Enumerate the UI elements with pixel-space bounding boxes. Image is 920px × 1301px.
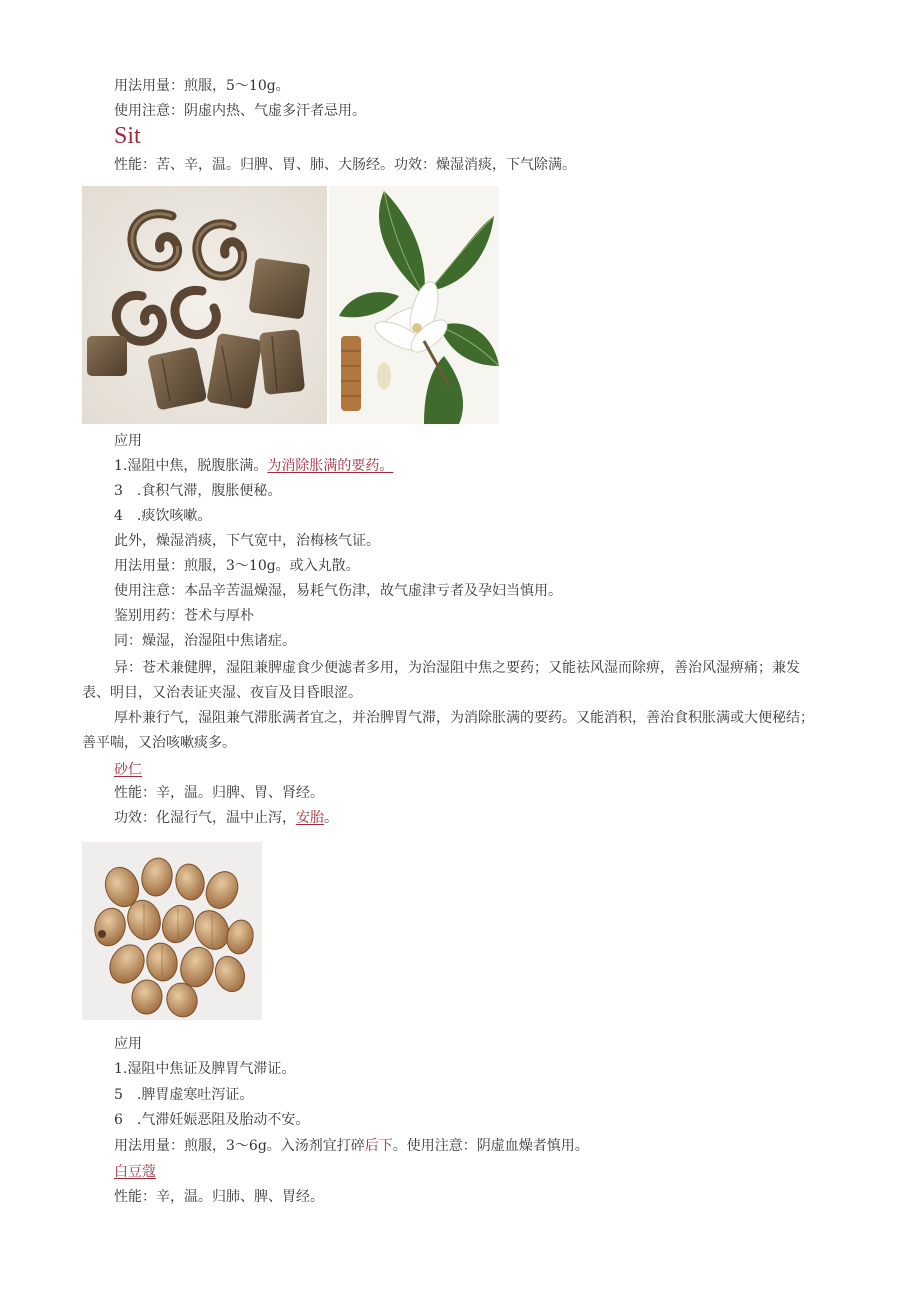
section-title-baidoukou: 白豆蔻 <box>114 1164 156 1180</box>
section-title-houpo: Sit <box>114 123 141 149</box>
compare-same: 同：燥湿，治湿阻中焦诸症。 <box>114 633 296 649</box>
houpo-app-1-highlight: 为消除胀满的要药。 <box>267 458 394 474</box>
houpo-extra: 此外，燥湿消痰，下气宽中，治梅核气证。 <box>114 533 380 549</box>
magnolia-illustration <box>329 186 499 424</box>
sharen-dosage-main: 用法用量：煎服，3～6g。入汤剂宜打碎 <box>114 1138 365 1154</box>
sharen-efficacy-highlight: 安胎 <box>296 810 324 826</box>
sharen-dosage-end: 。使用注意：阴虚血燥者慎用。 <box>392 1138 589 1154</box>
compare-diff-houpo: 厚朴兼行气，湿阻兼气滞胀满者宜之，并治脾胃气滞，为消除胀满的要药。又能消积，善治食积胀满或大便秘结；善平喘，又治咳嗽痰多。 <box>82 710 814 751</box>
sharen-efficacy-end: 。 <box>324 810 338 826</box>
caution-line: 使用注意：阴虚内热、气虚多汗者忌用。 <box>114 103 366 119</box>
sharen-dosage <box>114 1136 589 1156</box>
baidoukou-properties: 性能：辛，温。归肺、脾、胃经。 <box>114 1189 324 1205</box>
sharen-app-5: 5 .脾胃虚寒吐泻证。 <box>114 1087 254 1103</box>
sharen-efficacy <box>114 808 338 828</box>
dosage-line: 用法用量：煎服，5～10g。 <box>114 78 290 94</box>
sharen-efficacy-main: 功效：化湿行气，温中止泻， <box>114 810 296 826</box>
section-title-sharen: 砂仁 <box>114 762 142 778</box>
sharen-properties: 性能：辛，温。归脾、胃、肾经。 <box>114 785 324 801</box>
application-heading-houpo: 应用 <box>114 433 142 449</box>
application-heading-sharen: 应用 <box>114 1036 142 1052</box>
houpo-app-1-main: 1.湿阻中焦，脱腹胀满。 <box>114 458 268 474</box>
compare-diff-cangzhu: 异：苍术兼健脾，湿阻兼脾虚食少便滤者多用，为治湿阻中焦之要药；又能祛风湿而除痹，善治风湿痹痛；兼发表、明目，又治表证夹湿、夜盲及目昏眼涩。 <box>82 660 800 701</box>
bark-rolls-photo <box>82 186 327 424</box>
houpo-app-1 <box>114 456 393 476</box>
sharen-dosage-highlight: 后下 <box>364 1138 393 1154</box>
houpo-dosage: 用法用量：煎服，3～10g。或入丸散。 <box>114 558 360 574</box>
houpo-caution: 使用注意：本品辛苦温燥湿，易耗气伤津，故气虚津亏者及孕妇当慎用。 <box>114 583 562 599</box>
amomum-seeds-photo <box>82 842 262 1020</box>
sharen-app-6: 6 .气滞妊娠恶阻及胎动不安。 <box>114 1112 310 1128</box>
compare-title: 鉴别用药：苍术与厚朴 <box>114 608 254 624</box>
houpo-properties: 性能：苦、辛，温。归脾、胃、肺、大肠经。功效：燥湿消痰，下气除满。 <box>114 157 576 173</box>
houpo-app-3: 3 .食积气滞，腹胀便秘。 <box>114 483 282 499</box>
sharen-app-1: 1.湿阻中焦证及脾胃气滞证。 <box>114 1061 296 1077</box>
houpo-app-4: 4 .痰饮咳嗽。 <box>114 508 212 524</box>
